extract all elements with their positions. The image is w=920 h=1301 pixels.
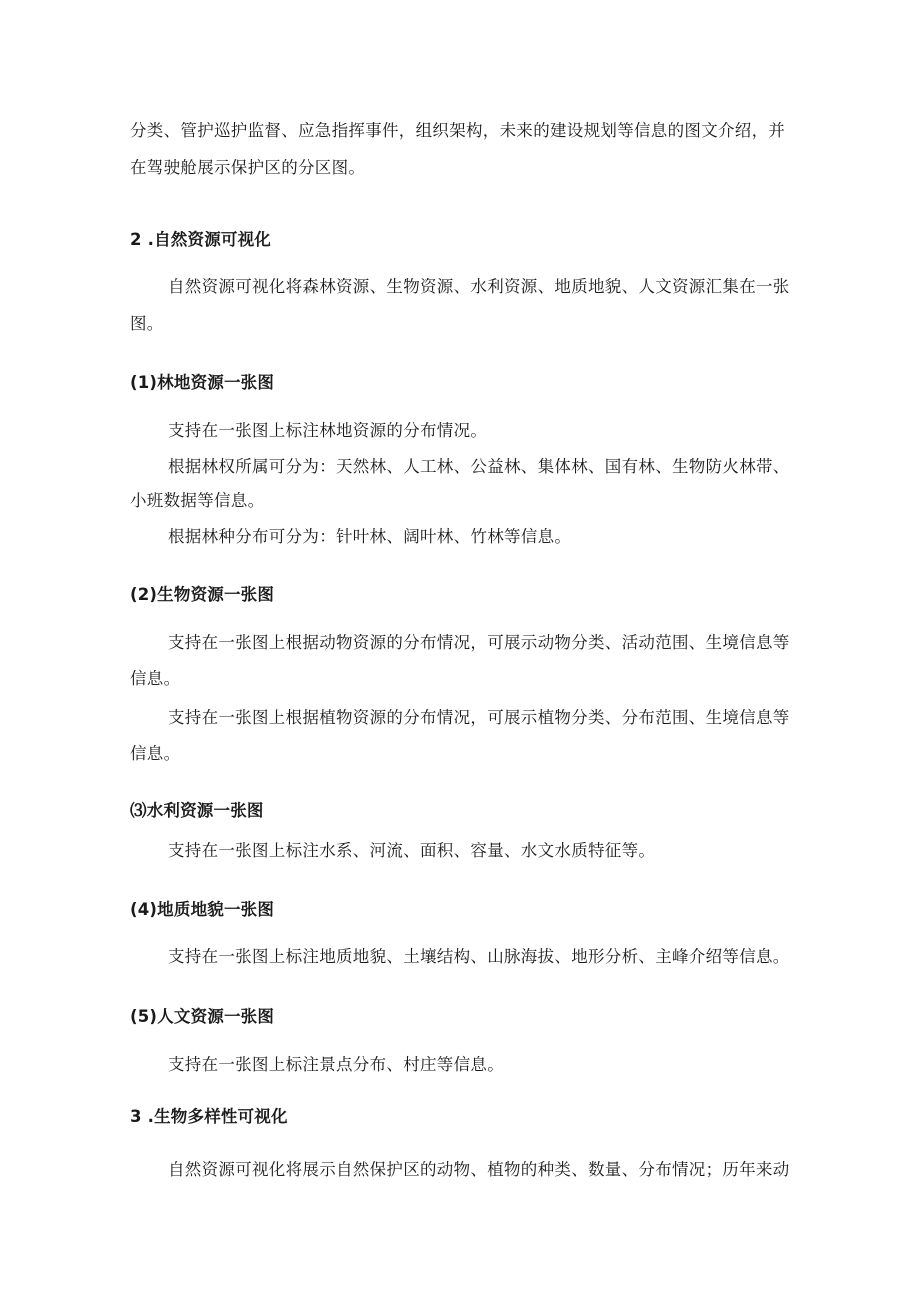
subsection-2-paragraph-2-line-1: 支持在一张图上根据植物资源的分布情况，可展示植物分类、分布范围、生境信息等 xyxy=(168,708,790,727)
subsection-2-heading: (2)生物资源一张图 xyxy=(130,585,275,604)
subsection-1-paragraph-1: 支持在一张图上标注林地资源的分布情况。 xyxy=(168,421,488,440)
subsection-4-paragraph-1: 支持在一张图上标注地质地貌、土壤结构、山脉海拔、地形分析、主峰介绍等信息。 xyxy=(168,947,790,966)
subsection-2-paragraph-1-line-1: 支持在一张图上根据动物资源的分布情况，可展示动物分类、活动范围、生境信息等 xyxy=(168,633,790,652)
subsection-3-heading: ⑶水利资源一张图 xyxy=(130,801,264,820)
subsection-1-heading: (1)林地资源一张图 xyxy=(130,373,275,392)
subsection-5-heading: (5)人文资源一张图 xyxy=(130,1007,275,1026)
subsection-1-paragraph-3: 根据林种分布可分为：针叶林、阔叶林、竹林等信息。 xyxy=(168,527,572,546)
section-2-paragraph-line-2: 图。 xyxy=(130,314,164,333)
subsection-4-heading: (4)地质地貌一张图 xyxy=(130,900,275,919)
intro-line-2: 在驾驶舱展示保护区的分区图。 xyxy=(130,158,366,177)
subsection-2-paragraph-2-line-2: 信息。 xyxy=(130,744,181,763)
section-2-heading: 2 .自然资源可视化 xyxy=(130,230,271,249)
section-3-heading: 3 .生物多样性可视化 xyxy=(130,1107,288,1126)
subsection-5-paragraph-1: 支持在一张图上标注景点分布、村庄等信息。 xyxy=(168,1055,504,1074)
subsection-1-paragraph-2-line-1: 根据林权所属可分为：天然林、人工林、公益林、集体林、国有林、生物防火林带、 xyxy=(168,457,790,476)
section-2-paragraph-line-1: 自然资源可视化将森林资源、生物资源、水利资源、地质地貌、人文资源汇集在一张 xyxy=(168,277,790,296)
subsection-3-paragraph-1: 支持在一张图上标注水系、河流、面积、容量、水文水质特征等。 xyxy=(168,841,656,860)
section-3-paragraph-line-1: 自然资源可视化将展示自然保护区的动物、植物的种类、数量、分布情况；历年来动 xyxy=(168,1160,790,1179)
subsection-1-paragraph-2-line-2: 小班数据等信息。 xyxy=(130,491,265,510)
intro-line-1: 分类、管护巡护监督、应急指挥事件，组织架构，未来的建设规划等信息的图文介绍，并 xyxy=(130,121,786,140)
subsection-2-paragraph-1-line-2: 信息。 xyxy=(130,669,181,688)
